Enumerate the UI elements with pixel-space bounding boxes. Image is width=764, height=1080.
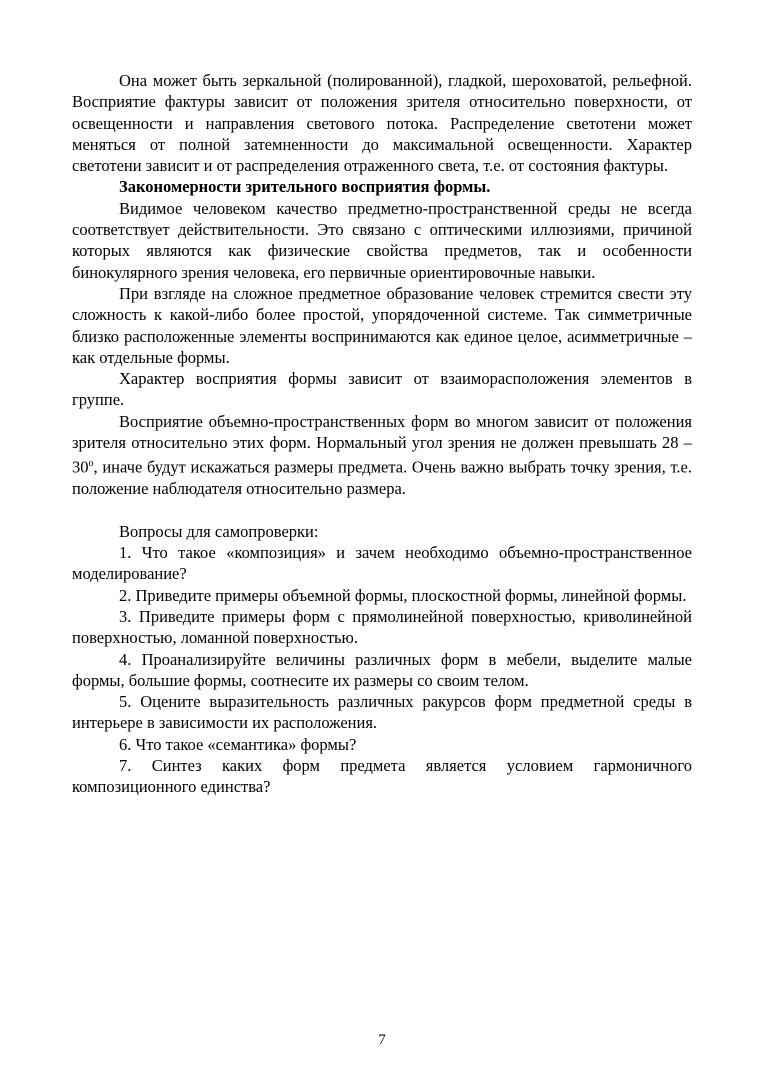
question-item-5: 5. Оцените выразительность различных ракурсов форм предметной среды в интерьере в зависимости их расположения. (72, 692, 692, 733)
paragraph-illusions: Видимое человеком качество предметно-пространственной среды не всегда соответствует действительности. Это связано с оптическими иллюзиями, причиной которых являются как физические свойства предметов, так и особенности бинокулярного зрения человека, его первичные ориентировочные навыки. (72, 198, 692, 282)
question-item-7: 7. Синтез каких форм предмета является условием гармоничного композиционного единства? (72, 756, 692, 797)
viewing-angle-text-end: , иначе будут искажаться размеры предмета. Очень важно выбрать точку зрения, т.е. положение наблюдателя относительно размера. (72, 457, 692, 499)
document-page (72, 70, 692, 798)
question-item-3: 3. Приведите примеры форм с прямолинейной поверхностью, криволинейной поверхностью, ломанной поверхностью. (72, 606, 692, 648)
page-number: 7 (378, 1032, 386, 1048)
paragraph-texture: Она может быть зеркальной (полированной), гладкой, шероховатой, рельефной. Восприятие фактуры зависит от положения зрителя относительно поверхности, от освещенности и направления светового потока. Распределение светотени может меняться от полной затемненности до максимальной освещенности. Характер светотени зависит и от распределения отраженного света, т.е. от состояния фактуры. (72, 71, 692, 176)
question-item-4: 4. Проанализируйте величины различных форм в мебели, выделите малые формы, большие формы, соотнесите их размеры со своим телом. (72, 649, 692, 690)
viewing-angle-text-start: Восприятие объемно-пространственных форм во многом зависит от положения зрителя относительно этих форм. Нормальный угол зрения не должен превышать 28 – 30 (72, 411, 692, 477)
question-item-6: 6. Что такое «семантика» формы? (119, 734, 357, 754)
question-item-2: 2. Приведите примеры объемной формы, плоскостной формы, линейной формы. (119, 585, 687, 605)
paragraph-arrangement: Характер восприятия формы зависит от взаиморасположения элементов в группе. (72, 369, 692, 410)
question-item-1: 1. Что такое «композиция» и зачем необходимо объемно-пространственное моделирование? (72, 543, 692, 584)
questions-title: Вопросы для самопроверки: (119, 521, 319, 541)
paragraph-complex-form: При взгляде на сложное предметное образование человек стремится свести эту сложность к какой-либо более простой, упорядоченной системе. Так симметричные близко расположенные элементы воспринимаются как единое целое, асимметричные – как отдельные формы. (72, 283, 692, 367)
blank-line (72, 499, 692, 520)
degree-superscript: о (88, 458, 94, 470)
section-heading: Закономерности зрительного восприятия формы. (119, 177, 491, 197)
paragraph-viewing-angle (72, 411, 692, 500)
